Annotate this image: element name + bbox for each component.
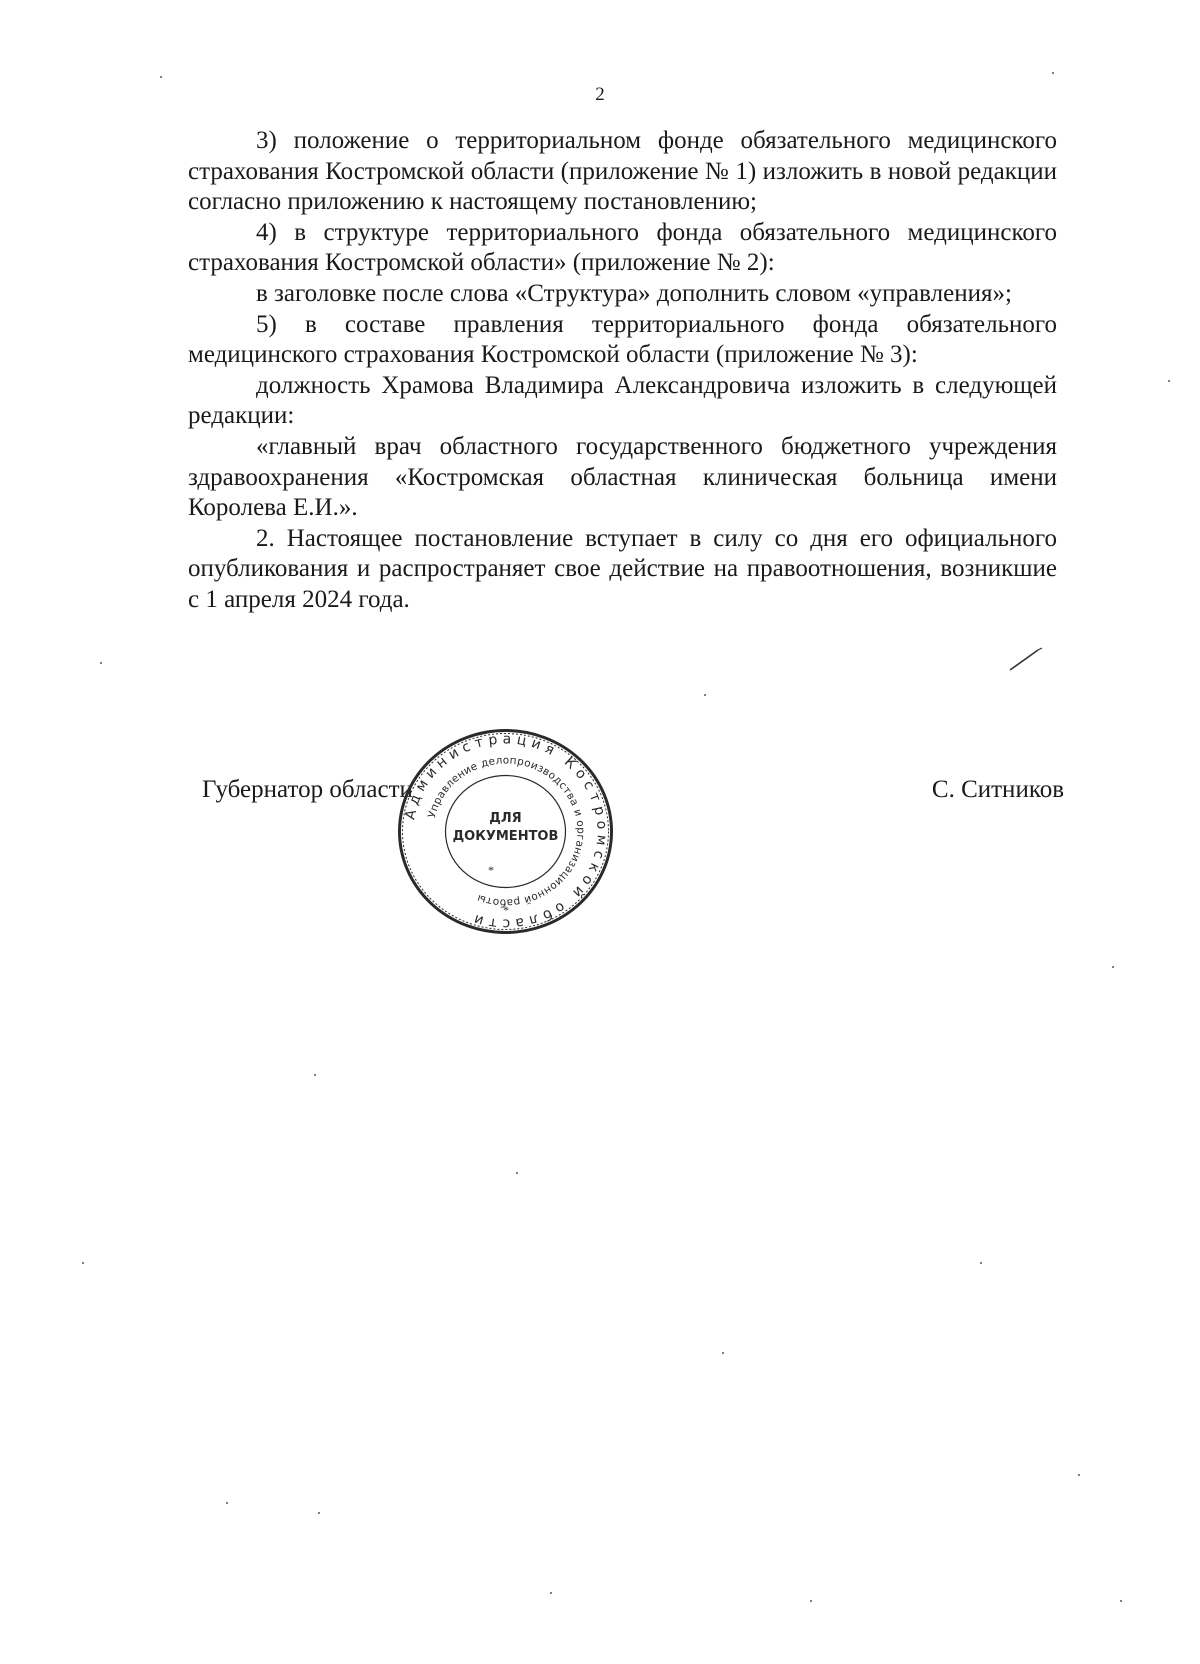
- pen-mark: [1008, 644, 1044, 674]
- scan-speck: [226, 1502, 228, 1504]
- scan-speck: [810, 1600, 812, 1602]
- scan-speck: [318, 1512, 320, 1514]
- scan-speck: [980, 1262, 982, 1264]
- seal-outer-text: Администрация Костромской области: [402, 731, 610, 932]
- scan-speck: [1168, 380, 1170, 382]
- document-body: [188, 126, 1057, 616]
- scan-speck: [1078, 1474, 1080, 1476]
- paragraph-effective-date: 2. Настоящее постановление вступает в силу со дня его официального опубликования и распространяет свое действие на правоотношения, возникшие с 1 апреля 2024 года.: [188, 524, 1057, 613]
- scan-speck: [1052, 72, 1054, 74]
- scan-speck: [1120, 1600, 1122, 1602]
- paragraph-new-position: «главный врач областного государственного бюджетного учреждения здравоохранения «Костромская областная клиническая больница имени Королева Е.И.».: [188, 432, 1057, 522]
- seal-center-line1: ДЛЯ: [489, 811, 522, 826]
- seal-star-icon: *: [503, 903, 509, 917]
- paragraph-item-5: 5) в составе правления территориального фонда обязательного медицинского страхования Костромской области (приложение № 3):: [188, 310, 1057, 369]
- paragraph-heading-change: в заголовке после слова «Структура» дополнить словом «управления»;: [256, 279, 1012, 307]
- scan-speck: [82, 1262, 84, 1264]
- scan-speck: [704, 694, 706, 696]
- seal-star-icon: *: [488, 863, 494, 877]
- official-seal: [393, 724, 618, 939]
- scan-speck: [722, 1352, 724, 1354]
- scan-speck: [100, 662, 102, 664]
- signatory-title: Губернатор области: [202, 776, 413, 803]
- paragraph-item-3: 3) положение о территориальном фонде обязательного медицинского страхования Костромской области (приложение № 1) изложить в новой редакции согласно приложению к настоящему постановлению;: [188, 127, 1057, 216]
- seal-inner-text: Управление делопроизводства и организационной работы: [426, 754, 587, 909]
- signatory-name: С. Ситников: [931, 776, 1064, 803]
- scan-speck: [1112, 966, 1114, 968]
- page-number: 2: [595, 84, 605, 105]
- scan-speck: [516, 1172, 518, 1174]
- paragraph-item-4: 4) в структуре территориального фонда обязательного медицинского страхования Костромской области» (приложение № 2):: [188, 218, 1057, 277]
- seal-center-line2: ДОКУМЕНТОВ: [452, 829, 559, 844]
- paragraph-position-change: должность Храмова Владимира Александровича изложить в следующей редакции:: [188, 371, 1057, 430]
- scan-speck: [550, 1592, 552, 1594]
- scan-speck: [160, 76, 162, 78]
- scan-speck: [314, 1074, 316, 1076]
